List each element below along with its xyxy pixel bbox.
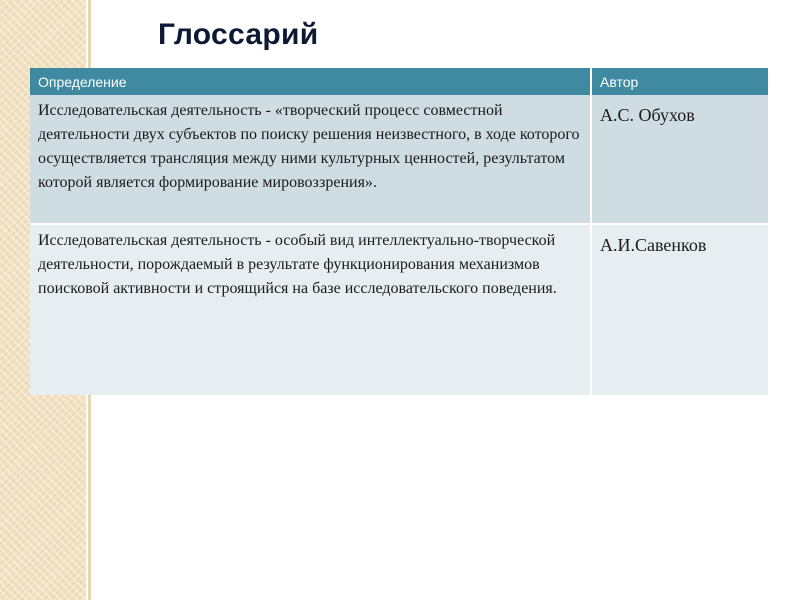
column-header-definition: Определение <box>30 68 591 95</box>
author-cell: А.И.Савенков <box>591 224 768 395</box>
author-cell: А.С. Обухов <box>591 95 768 224</box>
table-header-row <box>30 68 768 95</box>
glossary-table <box>30 68 768 395</box>
definition-cell: Исследовательская деятельность - «творческий процесс совместной деятельности двух субъектов по поиску решения неизвестного, в ходе которого осуществляется трансляция между ними культурных ценностей, результатом которой является формирование мировоззрения». <box>30 95 591 224</box>
definition-cell: Исследовательская деятельность - особый вид интеллектуально-творческой деятельности, порождаемый в результате функционирования механизмов поисковой активности и строящийся на базе исследовательского поведения. <box>30 224 591 395</box>
page-title: Глоссарий <box>158 18 319 51</box>
table-row <box>30 95 768 224</box>
column-header-author: Автор <box>591 68 768 95</box>
table-row <box>30 224 768 395</box>
